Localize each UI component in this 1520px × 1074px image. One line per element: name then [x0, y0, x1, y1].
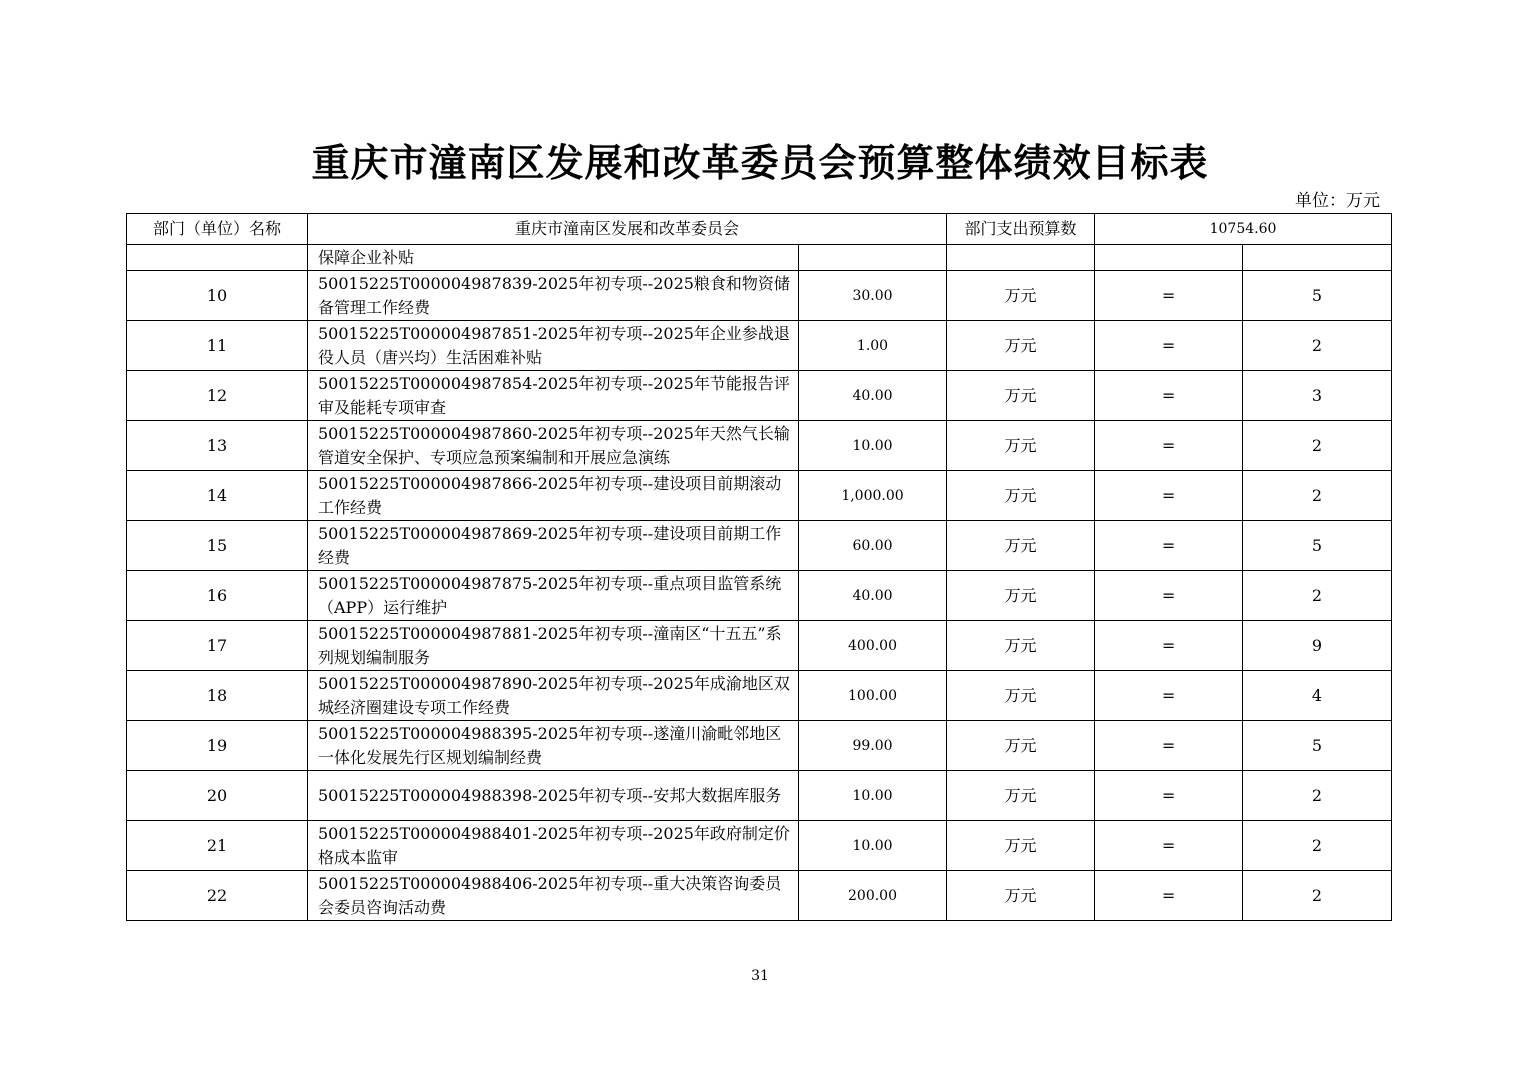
score-cell: 5 [1243, 271, 1392, 321]
operator-cell: = [1095, 321, 1243, 371]
performance-target-table [126, 213, 1392, 921]
operator-cell: = [1095, 371, 1243, 421]
score-cell: 9 [1243, 621, 1392, 671]
unit-cell: 万元 [947, 671, 1095, 721]
project-name-cell: 50015225T000004987869-2025年初专项--建设项目前期工作经费 [308, 521, 799, 571]
unit-cell: 万元 [947, 871, 1095, 921]
amount-cell: 40.00 [799, 371, 947, 421]
table-row [127, 421, 1392, 471]
table-row [127, 721, 1392, 771]
amount-cell: 30.00 [799, 271, 947, 321]
score-cell: 5 [1243, 721, 1392, 771]
continuation-unit-cell [947, 245, 1095, 271]
page-title: 重庆市潼南区发展和改革委员会预算整体绩效目标表 [311, 140, 1209, 185]
amount-cell: 10.00 [799, 821, 947, 871]
score-cell: 2 [1243, 771, 1392, 821]
continuation-text: 保障企业补贴 [308, 245, 799, 271]
header-row [127, 214, 1392, 245]
project-name-cell: 50015225T000004987881-2025年初专项--潼南区“十五五”系列规划编制服务 [308, 621, 799, 671]
project-name-cell: 50015225T000004987839-2025年初专项--2025粮食和物资储备管理工作经费 [308, 271, 799, 321]
amount-cell: 40.00 [799, 571, 947, 621]
continuation-no-cell [127, 245, 308, 271]
row-number-cell: 20 [127, 771, 308, 821]
operator-cell: = [1095, 771, 1243, 821]
row-number-cell: 12 [127, 371, 308, 421]
amount-cell: 60.00 [799, 521, 947, 571]
operator-cell: = [1095, 571, 1243, 621]
amount-cell: 10.00 [799, 771, 947, 821]
unit-cell: 万元 [947, 721, 1095, 771]
row-number-cell: 14 [127, 471, 308, 521]
unit-note: 单位：万元 [1295, 191, 1380, 211]
table-row [127, 321, 1392, 371]
continuation-score-cell [1243, 245, 1392, 271]
amount-cell: 400.00 [799, 621, 947, 671]
table-row [127, 771, 1392, 821]
amount-cell: 10.00 [799, 421, 947, 471]
table-row [127, 671, 1392, 721]
unit-cell: 万元 [947, 771, 1095, 821]
project-name-cell: 50015225T000004987851-2025年初专项--2025年企业参战退役人员（唐兴均）生活困难补贴 [308, 321, 799, 371]
operator-cell: = [1095, 471, 1243, 521]
table-row [127, 871, 1392, 921]
project-name-cell: 50015225T000004987875-2025年初专项--重点项目监管系统（APP）运行维护 [308, 571, 799, 621]
row-number-cell: 16 [127, 571, 308, 621]
project-name-cell: 50015225T000004988395-2025年初专项--遂潼川渝毗邻地区一体化发展先行区规划编制经费 [308, 721, 799, 771]
unit-cell: 万元 [947, 821, 1095, 871]
operator-cell: = [1095, 271, 1243, 321]
row-number-cell: 21 [127, 821, 308, 871]
operator-cell: = [1095, 821, 1243, 871]
budget-label: 部门支出预算数 [947, 214, 1095, 245]
score-cell: 2 [1243, 471, 1392, 521]
project-name-cell: 50015225T000004987866-2025年初专项--建设项目前期滚动工作经费 [308, 471, 799, 521]
budget-value: 10754.60 [1095, 214, 1392, 245]
score-cell: 2 [1243, 421, 1392, 471]
score-cell: 2 [1243, 821, 1392, 871]
row-number-cell: 19 [127, 721, 308, 771]
project-name-cell: 50015225T000004988401-2025年初专项--2025年政府制定价格成本监审 [308, 821, 799, 871]
table-row [127, 521, 1392, 571]
table-row [127, 821, 1392, 871]
table-row [127, 371, 1392, 421]
unit-cell: 万元 [947, 321, 1095, 371]
continuation-op-cell [1095, 245, 1243, 271]
operator-cell: = [1095, 721, 1243, 771]
unit-cell: 万元 [947, 371, 1095, 421]
dept-label: 部门（单位）名称 [127, 214, 308, 245]
score-cell: 2 [1243, 321, 1392, 371]
row-number-cell: 18 [127, 671, 308, 721]
score-cell: 3 [1243, 371, 1392, 421]
project-name-cell: 50015225T000004987890-2025年初专项--2025年成渝地区双城经济圈建设专项工作经费 [308, 671, 799, 721]
project-name-cell: 50015225T000004987860-2025年初专项--2025年天然气长输管道安全保护、专项应急预案编制和开展应急演练 [308, 421, 799, 471]
score-cell: 5 [1243, 521, 1392, 571]
unit-cell: 万元 [947, 271, 1095, 321]
row-number-cell: 11 [127, 321, 308, 371]
score-cell: 4 [1243, 671, 1392, 721]
operator-cell: = [1095, 621, 1243, 671]
unit-cell: 万元 [947, 621, 1095, 671]
row-number-cell: 15 [127, 521, 308, 571]
amount-cell: 200.00 [799, 871, 947, 921]
operator-cell: = [1095, 671, 1243, 721]
dept-name: 重庆市潼南区发展和改革委员会 [308, 214, 947, 245]
row-number-cell: 10 [127, 271, 308, 321]
score-cell: 2 [1243, 871, 1392, 921]
row-number-cell: 13 [127, 421, 308, 471]
table-row [127, 271, 1392, 321]
unit-cell: 万元 [947, 471, 1095, 521]
operator-cell: = [1095, 871, 1243, 921]
row-number-cell: 22 [127, 871, 308, 921]
project-name-cell: 50015225T000004987854-2025年初专项--2025年节能报告评审及能耗专项审查 [308, 371, 799, 421]
amount-cell: 1,000.00 [799, 471, 947, 521]
table-row [127, 621, 1392, 671]
page-number: 31 [751, 968, 769, 984]
continuation-amount-cell [799, 245, 947, 271]
unit-cell: 万元 [947, 571, 1095, 621]
unit-cell: 万元 [947, 421, 1095, 471]
amount-cell: 99.00 [799, 721, 947, 771]
row-number-cell: 17 [127, 621, 308, 671]
table-row [127, 571, 1392, 621]
table-row [127, 471, 1392, 521]
operator-cell: = [1095, 421, 1243, 471]
project-name-cell: 50015225T000004988406-2025年初专项--重大决策咨询委员会委员咨询活动费 [308, 871, 799, 921]
operator-cell: = [1095, 521, 1243, 571]
amount-cell: 100.00 [799, 671, 947, 721]
unit-cell: 万元 [947, 521, 1095, 571]
project-name-cell: 50015225T000004988398-2025年初专项--安邦大数据库服务 [308, 771, 799, 821]
amount-cell: 1.00 [799, 321, 947, 371]
score-cell: 2 [1243, 571, 1392, 621]
continuation-row [127, 245, 1392, 271]
